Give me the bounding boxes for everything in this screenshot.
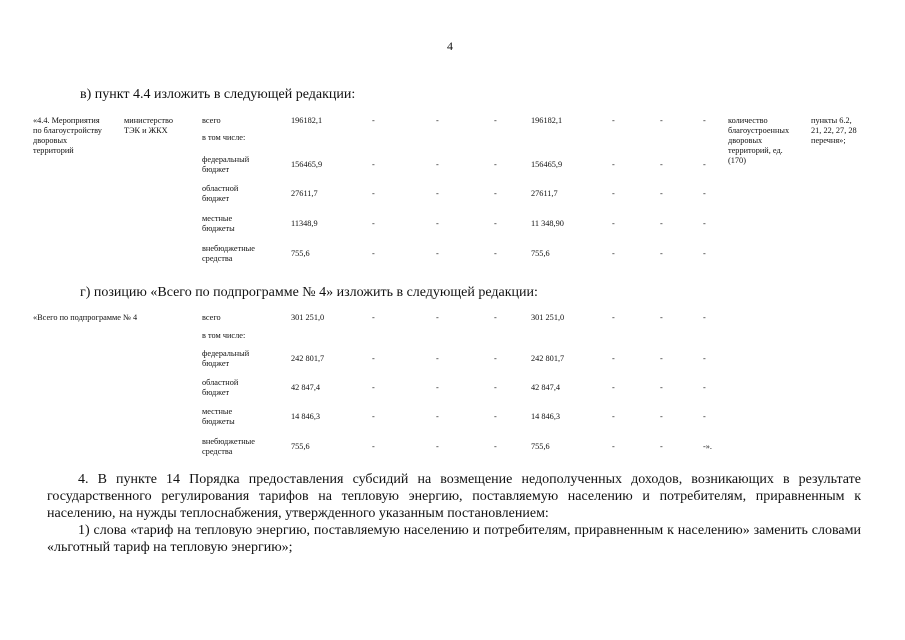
table-g-dash-d3: - <box>494 313 497 322</box>
table-g-source-label: средства <box>202 447 233 456</box>
table-g-dash-d3: - <box>494 442 497 451</box>
table-g-name-line: «Всего по подпрограмме № 4 <box>33 313 138 322</box>
table-v-refs-line: пункты 6.2, <box>811 116 852 125</box>
table-g-value-total: 301 251,0 <box>291 313 325 322</box>
table-v-executor-line: ТЭК и ЖКХ <box>124 126 168 135</box>
table-g-dash-e3: - <box>703 313 706 322</box>
table-g-dash-e3: - <box>703 383 706 392</box>
table-v-dash-e2: - <box>660 249 663 258</box>
table-v-source-label: внебюджетные <box>202 244 255 253</box>
table-g-value-y: 42 847,4 <box>531 383 561 392</box>
table-v-dash-d3: - <box>494 116 497 125</box>
table-v-source-label: федеральный <box>202 155 250 164</box>
table-g-source-label: бюджет <box>202 359 230 368</box>
table-g-dash-d3: - <box>494 412 497 421</box>
table-g-source-label: бюджет <box>202 388 230 397</box>
table-v-value-y: 196182,1 <box>531 116 563 125</box>
table-v-name-line: по благоустройству <box>33 126 102 135</box>
table-v-dash-d2: - <box>436 189 439 198</box>
table-g-dash-e1: - <box>612 383 615 392</box>
table-v-source-label: бюджет <box>202 165 230 174</box>
table-g-dash-e2: - <box>660 313 663 322</box>
table-g-dash-d1: - <box>372 313 375 322</box>
table-v-refs-line: 21, 22, 27, 28 <box>811 126 857 135</box>
table-g-dash-e3: - <box>703 354 706 363</box>
table-v-dash-e2: - <box>660 160 663 169</box>
table-v-source-label: местные <box>202 214 233 223</box>
section-v-heading: в) пункт 4.4 изложить в следующей редакции: <box>80 87 356 102</box>
table-g-value-y: 755,6 <box>531 442 550 451</box>
table-v-dash-d3: - <box>494 219 497 228</box>
table-v-refs-line: перечня»; <box>811 136 846 145</box>
table-g-dash-e1: - <box>612 313 615 322</box>
table-g-dash-d2: - <box>436 412 439 421</box>
table-v-value-y: 156465,9 <box>531 160 563 169</box>
table-g-dash-e3: - <box>703 412 706 421</box>
table-v-dash-d2: - <box>436 160 439 169</box>
table-g-source-label: в том числе: <box>202 331 246 340</box>
table-v-dash-e1: - <box>612 160 615 169</box>
table-v-name-line: территорий <box>33 146 74 155</box>
paragraph-4: 4. В пункте 14 Порядка предоставления субсидий на возмещение недополученных доходов, возникающих в результате государственного регулирования тарифов на тепловую энергию, поставляемую населению и потребителям, приравненным к населению, на нужды теплоснабжения, утвержденного указанным постановлением: <box>47 472 861 521</box>
table-g-dash-e3: -». <box>703 442 712 451</box>
table-g-source-label: областной <box>202 378 239 387</box>
table-v-dash-d3: - <box>494 160 497 169</box>
table-g-dash-e2: - <box>660 442 663 451</box>
table-v-source-label: областной <box>202 184 239 193</box>
table-v-dash-d2: - <box>436 249 439 258</box>
table-v-dash-e3: - <box>703 219 706 228</box>
table-v-dash-e1: - <box>612 219 615 228</box>
table-g-dash-e1: - <box>612 442 615 451</box>
table-v-dash-e1: - <box>612 249 615 258</box>
table-v-value-y: 27611,7 <box>531 189 558 198</box>
page-number: 4 <box>447 39 453 53</box>
table-v-value-y: 11 348,90 <box>531 219 564 228</box>
table-v-dash-d1: - <box>372 160 375 169</box>
table-v-value-y: 755,6 <box>531 249 550 258</box>
table-v-indicator-line: дворовых <box>728 136 763 145</box>
table-g-dash-d3: - <box>494 383 497 392</box>
table-v-dash-d2: - <box>436 116 439 125</box>
table-v-indicator-line: количество <box>728 116 768 125</box>
table-g-source-label: местные <box>202 407 233 416</box>
table-v-dash-d1: - <box>372 249 375 258</box>
table-g-dash-d1: - <box>372 383 375 392</box>
table-v-dash-e3: - <box>703 116 706 125</box>
table-g-value-total: 755,6 <box>291 442 310 451</box>
table-v-value-total: 27611,7 <box>291 189 318 198</box>
table-g-dash-d1: - <box>372 354 375 363</box>
table-v-dash-e2: - <box>660 116 663 125</box>
table-g-value-y: 242 801,7 <box>531 354 565 363</box>
table-g-dash-d3: - <box>494 354 497 363</box>
table-g-value-y: 14 846,3 <box>531 412 561 421</box>
table-g-dash-e1: - <box>612 412 615 421</box>
table-v-dash-d1: - <box>372 219 375 228</box>
table-v-source-label: в том числе: <box>202 133 246 142</box>
table-g-value-total: 242 801,7 <box>291 354 325 363</box>
table-v-indicator-line: (170) <box>728 156 746 165</box>
table-v-dash-e2: - <box>660 189 663 198</box>
table-v-dash-d1: - <box>372 189 375 198</box>
table-g-value-total: 42 847,4 <box>291 383 321 392</box>
table-g-value-total: 14 846,3 <box>291 412 321 421</box>
table-v-dash-e3: - <box>703 189 706 198</box>
table-v-value-total: 11348,9 <box>291 219 318 228</box>
table-g-dash-d1: - <box>372 412 375 421</box>
table-v-dash-e1: - <box>612 116 615 125</box>
table-v-dash-e3: - <box>703 160 706 169</box>
table-g-dash-d2: - <box>436 442 439 451</box>
table-g-dash-d2: - <box>436 383 439 392</box>
table-v-indicator-line: территорий, ед. <box>728 146 783 155</box>
paragraph-4-1: 1) слова «тариф на тепловую энергию, поставляемую населению и потребителям, приравненным к населению» заменить словами «льготный тариф на тепловую энергию»; <box>47 523 861 555</box>
table-v-name-line: «4.4. Мероприятия <box>33 116 100 125</box>
table-g-dash-e2: - <box>660 412 663 421</box>
table-v-dash-d3: - <box>494 189 497 198</box>
table-v-value-total: 196182,1 <box>291 116 323 125</box>
table-v-dash-e2: - <box>660 219 663 228</box>
table-v-dash-e1: - <box>612 189 615 198</box>
table-v-source-label: бюджеты <box>202 224 235 233</box>
table-v-dash-d3: - <box>494 249 497 258</box>
table-v-source-label: средства <box>202 254 233 263</box>
section-g-heading: г) позицию «Всего по подпрограмме № 4» изложить в следующей редакции: <box>80 285 538 300</box>
table-g-dash-e1: - <box>612 354 615 363</box>
table-v-source-label: всего <box>202 116 221 125</box>
table-g-value-y: 301 251,0 <box>531 313 565 322</box>
table-v-dash-e3: - <box>703 249 706 258</box>
table-g-dash-d2: - <box>436 354 439 363</box>
table-g-source-label: внебюджетные <box>202 437 255 446</box>
table-v-dash-d1: - <box>372 116 375 125</box>
table-g-source-label: бюджеты <box>202 417 235 426</box>
table-g-dash-e2: - <box>660 354 663 363</box>
table-v-value-total: 755,6 <box>291 249 310 258</box>
table-v-name-line: дворовых <box>33 136 68 145</box>
table-g-dash-d2: - <box>436 313 439 322</box>
table-g-dash-d1: - <box>372 442 375 451</box>
table-v-value-total: 156465,9 <box>291 160 323 169</box>
table-v-dash-d2: - <box>436 219 439 228</box>
table-g-source-label: федеральный <box>202 349 250 358</box>
table-v-executor-line: министерство <box>124 116 174 125</box>
table-v-indicator-line: благоустроенных <box>728 126 790 135</box>
table-g-dash-e2: - <box>660 383 663 392</box>
table-v-source-label: бюджет <box>202 194 230 203</box>
table-g-source-label: всего <box>202 313 221 322</box>
